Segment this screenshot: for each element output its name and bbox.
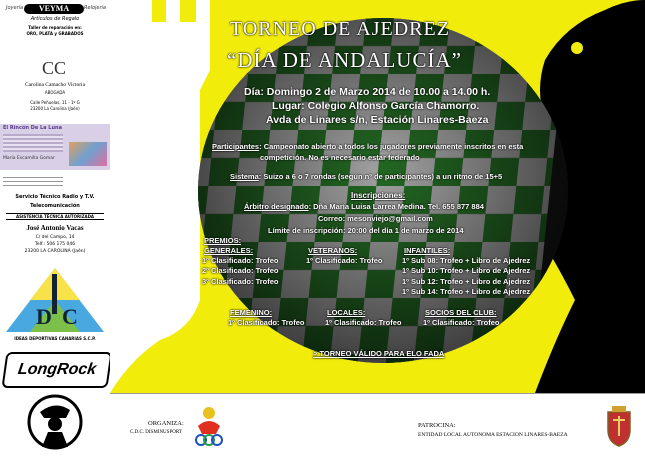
system-line [230,172,502,181]
event-place: Lugar: Colegio Alfonso García Chamorro. [272,100,480,112]
local-prize: 1º Clasificado: Trofeo [325,318,402,327]
sponsor-tv [0,194,110,264]
svg-text:C: C [62,304,78,329]
tv-addr: C/ del Campo, 14 [35,235,75,240]
general-prize-3: 3º Clasificado: Trofeo [202,277,279,286]
rincon-text-lines [3,134,63,152]
castle-piece-icon [110,0,210,393]
club-prize: 1º Clasificado: Trofeo [423,318,500,327]
system-label: Sistema [230,172,259,181]
sponsor-idc [0,266,110,344]
event-address: Avda de Linares s/n, Estación Linares-Baeza [266,114,489,126]
contact-email[interactable]: Correo: mesonviejo@gmail.com [318,214,433,223]
veterans-prize: 1º Clasificado: Trofeo [306,256,383,265]
system-text: : Suizo a 6 o 7 rondas (según nº de participantes) a un ritmo de 15+5 [258,172,503,181]
children-label: INFANTILES: [404,246,451,255]
veyma-fineprint [4,40,106,48]
veyma-logo: VEYMA [24,4,84,14]
prizes-label: PREMIOS: [204,236,242,245]
veyma-repair2: ORO, PLATA y GRABADOS [26,31,84,36]
cc-logo-icon: CC [41,58,66,78]
patrocina-label: PATROCINA: [418,422,456,429]
inscriptions-label: Inscripciones: [351,191,406,200]
disminusport-logo-icon [192,404,226,450]
rincon-owner: María Escamilla Gomar [3,156,55,161]
svg-text:D: D [36,304,52,329]
idc-logo-icon [0,266,110,334]
rincon-contact [0,172,110,190]
children-prize-sub12: 1º Sub 12: Trofeo + Libro de Ajedrez [402,277,531,286]
tv-city: 23200 LA CAROLINA (Jaén) [24,249,86,254]
rincon-title: El Rincón De La Luna [3,125,62,131]
participants-line1 [212,142,523,151]
general-prize-2: 2º Clasificado: Trofeo [202,266,279,275]
rincon-contact-lines [3,176,63,186]
poster-title-line2: “DÍA DE ANDALUCÍA” [227,48,462,72]
children-prize-sub10: 1º Sub 10: Trofeo + Libro de Ajedrez [402,266,531,275]
sponsor-figure [0,392,110,454]
sponsor-rincon [0,124,110,170]
tv-title: Servicio Técnico Radio y T.V. [15,194,95,200]
lawyer-title: ABOGADA [44,90,66,95]
longrock-logo: LongRock [1,352,111,388]
figure-logo-icon [0,392,110,454]
arbiter-text: : Dña María Luisa Larrea Medina. Tel. 655 877 884 [308,202,484,211]
tv-assist: ASISTENCIA TÉCNICA AUTORIZADA [6,213,104,220]
arbiter-line [244,202,484,211]
club-label: SOCIOS DEL CLUB: [425,308,497,317]
veyma-right: Relojería [84,5,106,11]
participants-label: Participantes [212,142,260,151]
tv-name: José Antonio Vacas [26,224,84,232]
veyma-left: Joyería [6,5,24,11]
local-label: LOCALES: [327,308,366,317]
sponsor-veyma [0,4,110,44]
veyma-sub: Artículos de Regalo [30,16,80,22]
patrocina-name: ENTIDAD LOCAL AUTONOMA ESTACION LINARES-BAEZA [418,432,568,438]
inscription-deadline: Límite de inscripción: 20:00 del día 1 de marzo de 2014 [268,226,464,235]
veterans-label: VETERANOS: [308,246,358,255]
lawyer-city: 23200 La Carolina (Jaén) [30,106,80,111]
idc-caption: IDEAS DEPORTIVAS CANARIAS S.C.P. [14,336,96,341]
elo-notice: > TORNEO VÁLIDO PARA ELO FADA [313,349,445,358]
poster-footer [110,393,645,456]
participants-line2: competición. No es necesario estar federado [260,153,420,162]
coat-of-arms-icon [602,406,636,448]
event-date: Día: Domingo 2 de Marzo 2014 de 10.00 a 14.00 h. [244,86,491,98]
poster-title-line1: TORNEO DE AJEDREZ [230,18,450,40]
general-prize-1: 1º Clasificado: Trofeo [202,256,279,265]
lawyer-name: Carolina Camacho Victoria [24,82,86,88]
arbiter-label: Árbitro designado [244,202,309,211]
organiza-name: C.D.C. DISMINUSPORT [130,430,182,435]
veyma-repair1: Taller de reparación en: [28,25,82,30]
participants-text: : Campeonato abierto a todos los jugadores previamente inscritos en esta [259,142,524,151]
rincon-photo [69,142,107,166]
tv-tel: Telf.: 506 175 046 [34,242,76,247]
general-label: GENERALES: [204,246,254,255]
sponsor-sidebar [0,0,111,455]
tv-sub: Telecomunicación [30,203,80,209]
female-prize: 1º Clasificado: Trofeo [228,318,305,327]
lawyer-addr: Calle Peñuelas, 11 - 1º G [30,100,80,105]
female-label: FEMENINO: [230,308,273,317]
children-prize-sub08: 1º Sub 08: Trofeo + Libro de Ajedrez [402,256,531,265]
sponsor-lawyer [0,58,110,118]
children-prize-sub14: 1º Sub 14: Trofeo + Libro de Ajedrez [402,287,531,296]
sponsor-longrock [0,350,110,390]
organiza-label: ORGANIZA: [148,420,184,427]
